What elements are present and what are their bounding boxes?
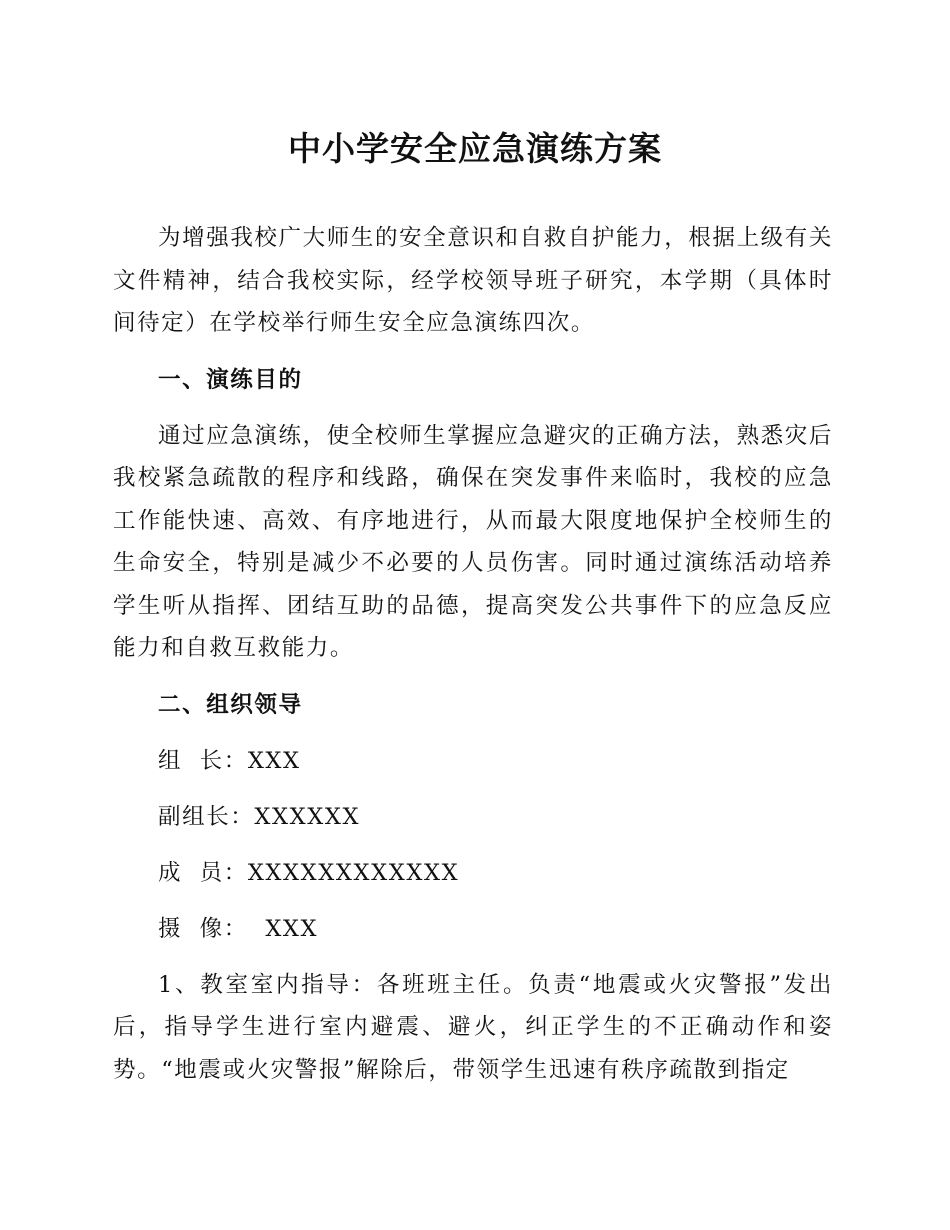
member-label: 摄 像： bbox=[158, 915, 266, 942]
classroom-guidance-paragraph: 1、教室室内指导：各班班主任。负责“地震或火灾警报”发出后，指导学生进行室内避震、避火，纠正学生的不正确动作和姿势。“地震或火灾警报”解除后，带领学生迅速有秩序疏散到指定 bbox=[113, 971, 833, 1083]
member-value: XXX bbox=[247, 747, 301, 774]
member-label: 组 长： bbox=[158, 747, 248, 774]
section-heading-purpose: 一、演练目的 bbox=[158, 366, 303, 393]
member-label: 副组长： bbox=[158, 803, 255, 830]
member-members bbox=[113, 852, 833, 894]
section-heading-organization: 二、组织领导 bbox=[158, 691, 303, 718]
member-value: XXXXXX bbox=[254, 803, 361, 830]
member-camera bbox=[113, 908, 833, 950]
document-title: 中小学安全应急演练方案 bbox=[288, 129, 662, 168]
document-body bbox=[113, 217, 833, 1091]
member-value: XXXXXXXXXXXX bbox=[247, 859, 460, 886]
member-deputy-leader bbox=[113, 796, 833, 838]
member-leader bbox=[113, 740, 833, 782]
member-label: 成 员： bbox=[158, 859, 248, 886]
purpose-paragraph: 通过应急演练，使全校师生掌握应急避灾的正确方法，熟悉灾后我校紧急疏散的程序和线路，确保在突发事件来临时，我校的应急工作能快速、高效、有序地进行，从而最大限度地保护全校师生的生命安全，特别是减少不必要的人员伤害。同时通过演练活动培养学生听从指挥、团结互助的品德，提高突发公共事件下的应急反应能力和自救互救能力。 bbox=[113, 422, 833, 661]
intro-paragraph: 为增强我校广大师生的安全意识和自救自护能力，根据上级有关文件精神，结合我校实际，经学校领导班子研究，本学期（具体时间待定）在学校举行师生安全应急演练四次。 bbox=[113, 225, 833, 336]
member-value: XXX bbox=[265, 915, 319, 942]
